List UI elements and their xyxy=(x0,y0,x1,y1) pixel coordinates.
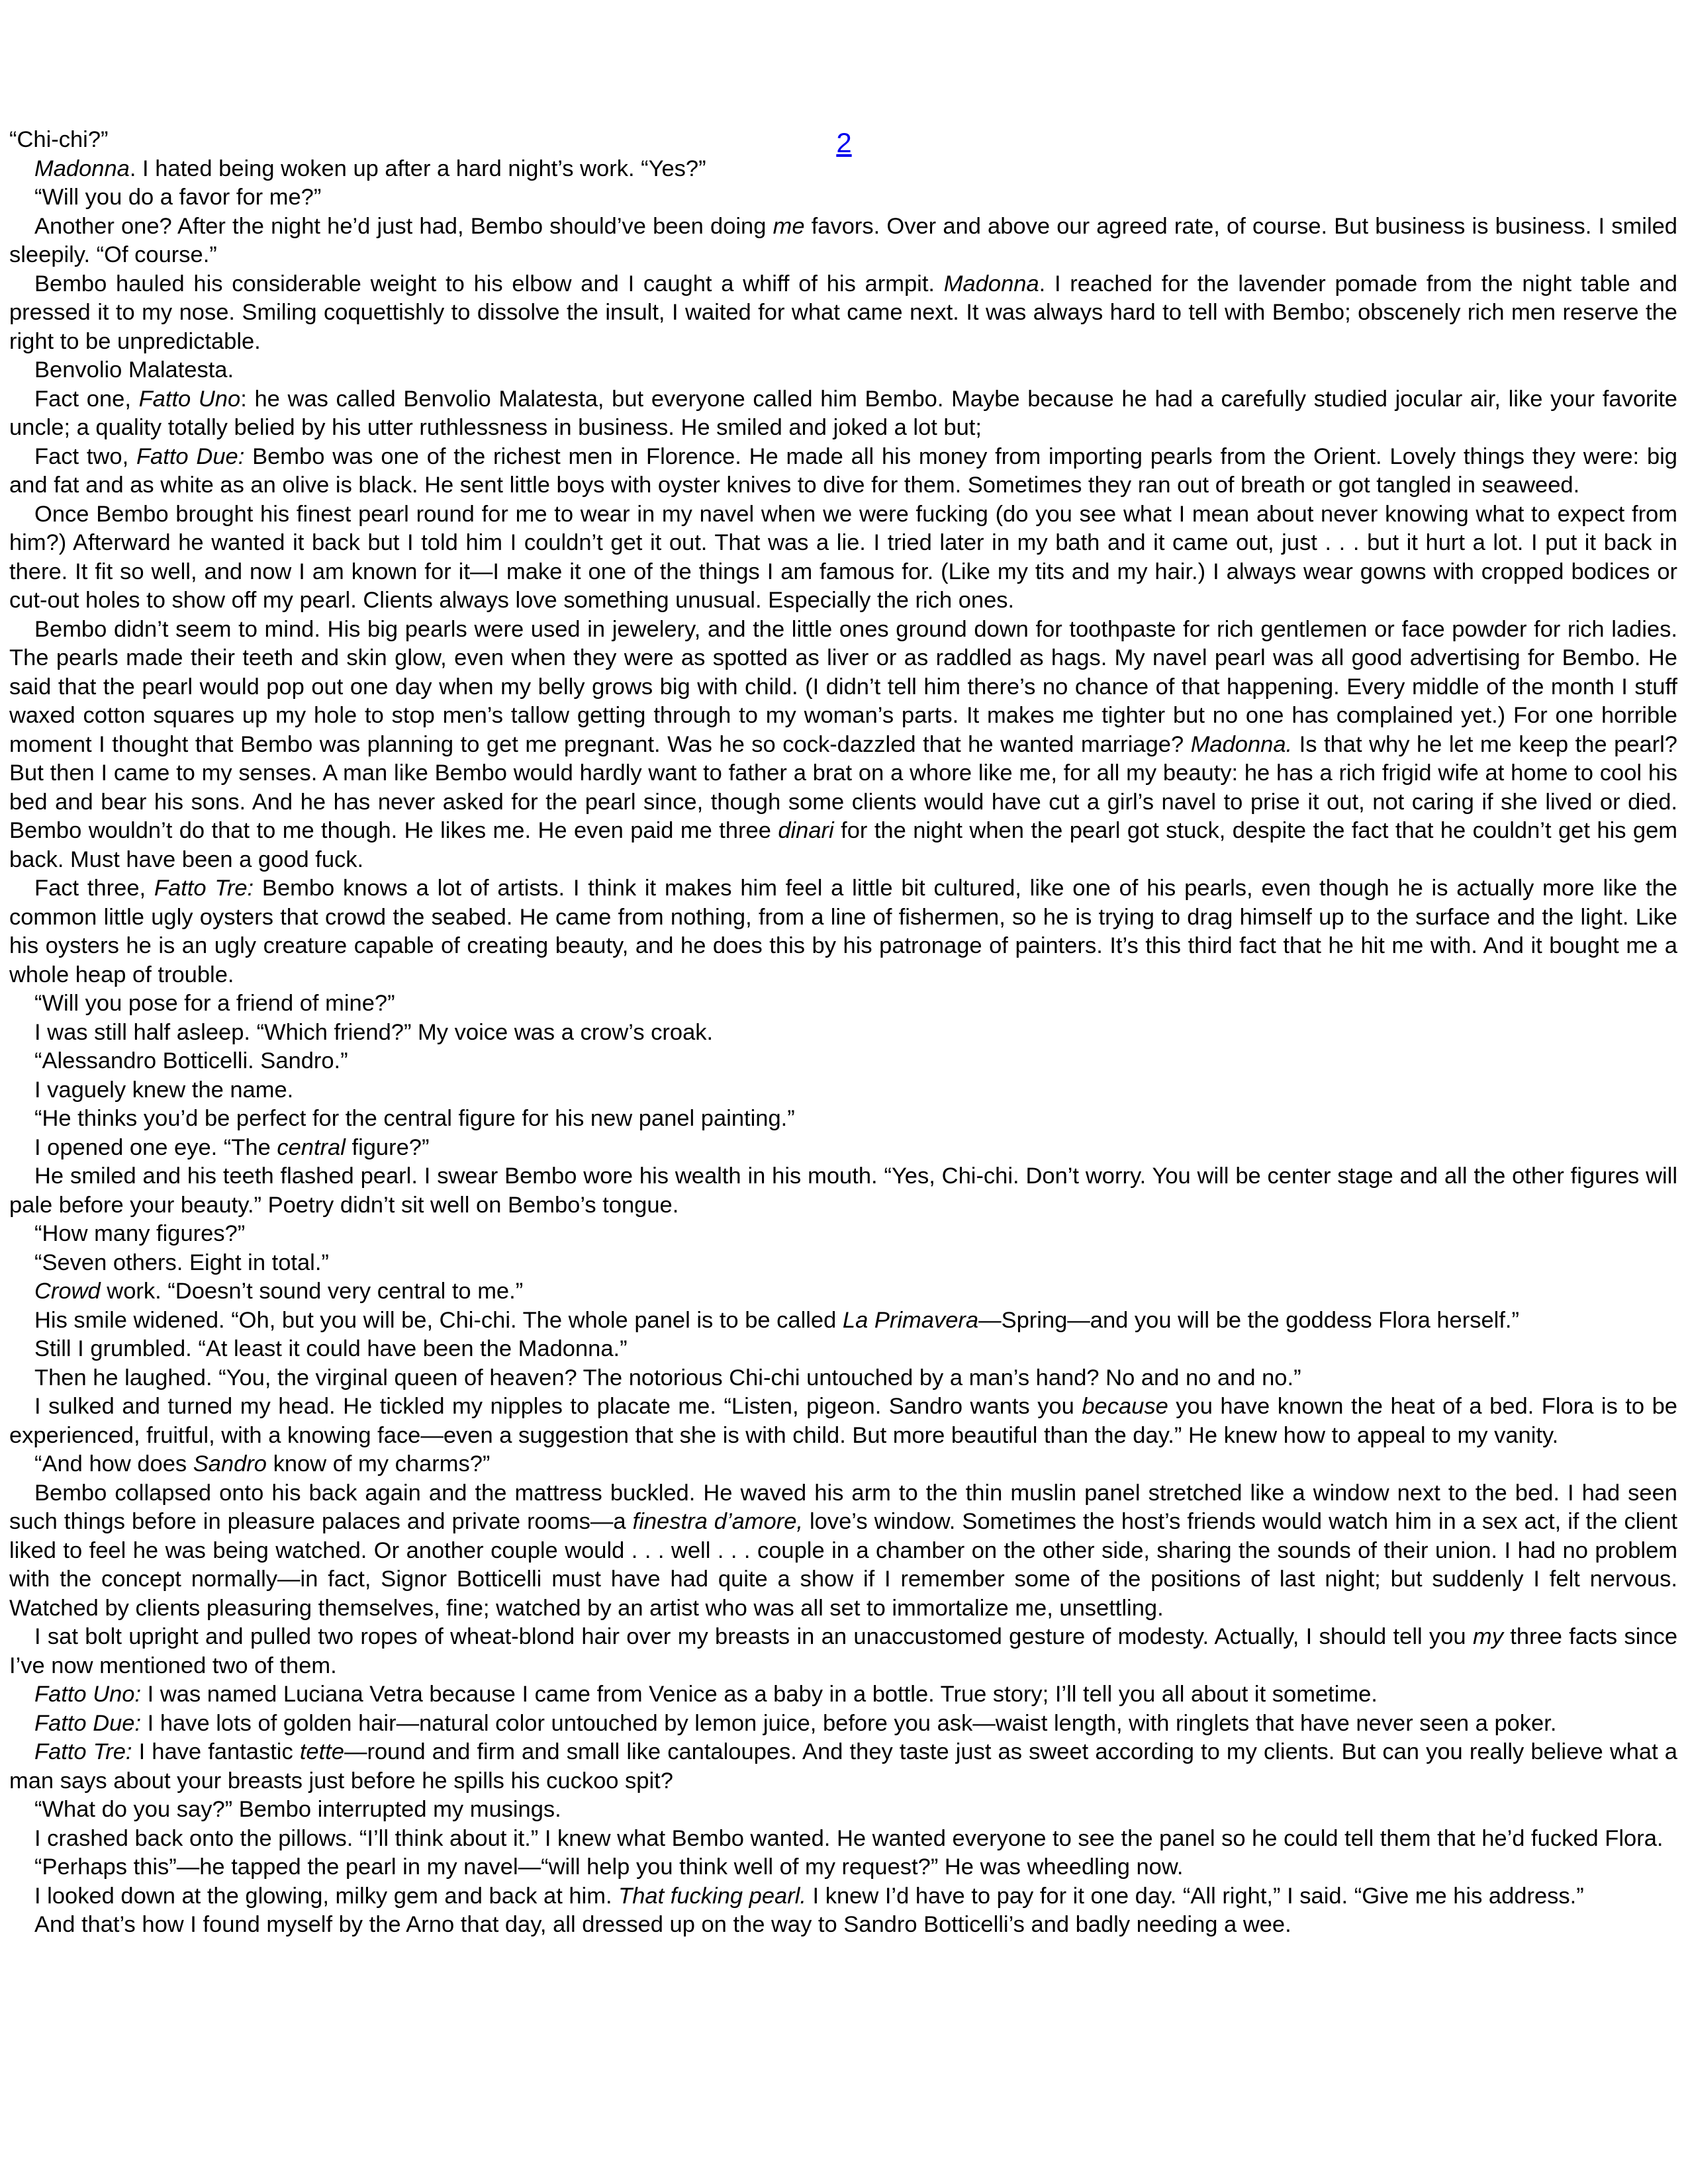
italic-text: Madonna xyxy=(943,271,1039,296)
paragraph xyxy=(9,1162,1677,1220)
paragraph xyxy=(9,1220,1677,1249)
text-run: I have lots of golden hair—natural color untouched by lemon juice, before you ask—waist length, with ringlets that have never seen a poker. xyxy=(141,1710,1557,1736)
text-run: Benvolio Malatesta. xyxy=(34,357,234,383)
italic-text: dinari xyxy=(778,818,834,843)
italic-text: Fatto Tre: xyxy=(34,1739,132,1764)
text-run: His smile widened. “Oh, but you will be, Chi-chi. The whole panel is to be called xyxy=(34,1307,843,1333)
text-run: Fact three, xyxy=(34,876,154,901)
italic-text: Fatto Tre: xyxy=(154,876,254,901)
text-run: : he was called Benvolio Malatesta, but everyone called him Bembo. Maybe because he had a carefully studied jocular air, like your favorite uncle; a quality totally belied by his utter ruthlessness in business. He smiled and joked a lot but; xyxy=(9,386,1677,440)
paragraph xyxy=(9,155,1677,184)
text-run: “And how does xyxy=(34,1451,193,1477)
text-run: I looked down at the glowing, milky gem and back at him. xyxy=(34,1883,619,1909)
paragraph xyxy=(9,1796,1677,1825)
text-run: Fact two, xyxy=(34,443,136,469)
page-number-link[interactable]: 2 xyxy=(836,127,852,158)
paragraph xyxy=(9,443,1677,500)
text-run: love’s window. Sometimes the host’s friends would watch him in a sex act, if the client liked to feel he was being watched. Or another couple would . . . well . . . couple in a chamber on the other side, sharing the sounds of their union. I had no problem with the concept normally—in fact, Signor Botticelli must have had quite a show if I remember some of the positions of last night; but suddenly I felt nervous. Watched by clients pleasuring themselves, fine; watched by an artist who was all set to immortalize me, unsettling. xyxy=(9,1509,1677,1621)
text-run: I opened one eye. “The xyxy=(34,1134,277,1160)
paragraph xyxy=(9,1306,1677,1336)
paragraph xyxy=(9,1364,1677,1393)
italic-text: La Primavera xyxy=(842,1307,979,1333)
paragraph xyxy=(9,1105,1677,1134)
text-run: Bembo was one of the richest men in Florence. He made all his money from importing pearls from the Orient. Lovely things they were: big and fat and as white as an olive is black. He sent little boys with oyster knives to dive for them. Sometimes they ran out of breath or got tangled in seaweed. xyxy=(9,443,1677,498)
paragraph xyxy=(9,615,1677,875)
text-run: I crashed back onto the pillows. “I’ll think about it.” I knew what Bembo wanted. He wanted everyone to see the panel so he could tell them that he’d fucked Flora. xyxy=(34,1825,1664,1851)
text-run: “Seven others. Eight in total.” xyxy=(34,1250,329,1275)
italic-text: Fatto Due: xyxy=(34,1710,142,1736)
paragraph xyxy=(9,1623,1677,1680)
paragraph xyxy=(9,126,1677,155)
paragraph xyxy=(9,1392,1677,1450)
text-run: Bembo collapsed onto his back again and the mattress buckled. He waved his arm to the thin muslin panel stretched like a window next to the bed. I had seen such things before in pleasure palaces and private rooms—a xyxy=(9,1480,1677,1534)
text-run: Is that why he let me keep the pearl? But then I came to my senses. A man like Bembo would hardly want to father a brat on a whore like me, for all my beauty: he has a rich frigid wife at home to cool his bed and bear his sons. And he has never asked for the pearl since, though some clients would have cut a girl’s navel to prise it out, not caring if she lived or died. Bembo wouldn’t do that to me though. He likes me. He even paid me three xyxy=(9,731,1677,843)
text-run: work. “Doesn’t sound very central to me.” xyxy=(100,1279,524,1304)
italic-text: Fatto Uno: xyxy=(34,1682,142,1707)
paragraph xyxy=(9,1335,1677,1364)
text-run: Bembo didn’t seem to mind. His big pearls were used in jewelery, and the little ones ground down for toothpaste for rich gentlemen or face powder for rich ladies. The pearls made their teeth and skin glow, even when they were as spotted as liver or as raddled as hags. My navel pearl was all good advertising for Bembo. He said that the pearl would pop out one day when my belly grows big with child. (I didn’t tell him there’s no chance of that happening. Every middle of the month I stuff waxed cotton squares up my hole to stop men’s tallow getting through to my woman’s parts. It makes me tighter but no one has complained yet.) For one horrible moment I thought that Bembo was planning to get me pregnant. Was he so cock-dazzled that he wanted marriage? xyxy=(9,616,1677,757)
text-run: Another one? After the night he’d just had, Bembo should’ve been doing xyxy=(34,213,773,239)
italic-text: That fucking pearl. xyxy=(618,1883,806,1909)
paragraph xyxy=(9,1249,1677,1278)
paragraph xyxy=(9,1825,1677,1854)
italic-text: tette xyxy=(299,1739,344,1764)
italic-text: because xyxy=(1082,1394,1168,1419)
paragraph xyxy=(9,356,1677,385)
paragraph xyxy=(9,1047,1677,1076)
paragraph xyxy=(9,500,1677,615)
text-run: Fact one, xyxy=(34,386,139,412)
text-run: I was still half asleep. “Which friend?” My voice was a crow’s croak. xyxy=(34,1019,714,1045)
text-run: figure?” xyxy=(345,1134,430,1160)
paragraph xyxy=(9,1450,1677,1479)
italic-text: my xyxy=(1472,1624,1503,1649)
text-run: Still I grumbled. “At least it could have been the Madonna.” xyxy=(34,1336,628,1361)
text-run: And that’s how I found myself by the Arno that day, all dressed up on the way to Sandro Botticelli’s and badly needing a wee. xyxy=(34,1912,1291,1937)
paragraph xyxy=(9,1479,1677,1623)
text-run: you have known the heat of a bed. Flora is to be experienced, fruitful, with a knowing face—even a suggestion that she is with child. But more beautiful than the day.” He knew how to appeal to my vanity. xyxy=(9,1394,1677,1448)
text-run: —round and firm and small like cantaloupes. And they taste just as sweet according to my clients. But can you really believe what a man says about your breasts just before he spills his cuckoo spit? xyxy=(9,1739,1677,1794)
text-run: “Will you pose for a friend of mine?” xyxy=(34,991,395,1016)
text-run: know of my charms?” xyxy=(266,1451,491,1477)
italic-text: central xyxy=(277,1134,346,1160)
paragraph xyxy=(9,1076,1677,1105)
text-run: “Perhaps this”—he tapped the pearl in my navel—“will help you think well of my request?” He was wheedling now. xyxy=(34,1854,1184,1880)
paragraph xyxy=(9,1882,1677,1911)
text-run: I sat bolt upright and pulled two ropes of wheat-blond hair over my breasts in an unaccustomed gesture of modesty. Actually, I should tell you xyxy=(34,1624,1473,1649)
text-run: “Alessandro Botticelli. Sandro.” xyxy=(34,1048,348,1073)
text-run: I sulked and turned my head. He tickled my nipples to placate me. “Listen, pigeon. Sandro wants you xyxy=(34,1394,1082,1419)
text-run: He smiled and his teeth flashed pearl. I swear Bembo wore his wealth in his mouth. “Yes, Chi-chi. Don’t worry. You will be center stage and all the other figures will pale before your beauty.” Poetry didn’t sit well on Bembo’s tongue. xyxy=(9,1163,1677,1218)
document-body xyxy=(9,126,1677,1940)
paragraph xyxy=(9,1709,1677,1739)
text-run: I vaguely knew the name. xyxy=(34,1077,294,1103)
italic-text: me xyxy=(773,213,805,239)
text-run: Once Bembo brought his finest pearl round for me to wear in my navel when we were fucking (do you see what I mean about never knowing what to expect from him?) Afterward he wanted it back but I told him I couldn’t get it out. That was a lie. I tried later in my bath and it came out, just . . . but it hurt a lot. I put it back in there. It fit so well, and now I am known for it—I make it one of the things I am famous for. (Like my tits and my hair.) I always wear gowns with cropped bodices or cut-out holes to show off my pearl. Clients always love something unusual. Especially the rich ones. xyxy=(9,501,1677,613)
italic-text: Sandro xyxy=(193,1451,267,1477)
text-run: Then he laughed. “You, the virginal queen of heaven? The notorious Chi-chi untouched by a man’s hand? No and no and no.” xyxy=(34,1365,1301,1390)
text-run: “He thinks you’d be perfect for the central figure for his new panel painting.” xyxy=(34,1106,795,1131)
paragraph xyxy=(9,212,1677,270)
text-run: Bembo knows a lot of artists. I think it makes him feel a little bit cultured, like one of his pearls, even though he is actually more like the common little ugly oysters that crowd the seabed. He came from nothing, from a line of fishermen, so he is trying to drag himself up to the surface and the light. Like his oysters he is an ugly creature capable of creating beauty, and he does this by his patronage of painters. It’s this third fact that he hit me with. And it bought me a whole heap of trouble. xyxy=(9,876,1677,987)
text-run: Bembo hauled his considerable weight to his elbow and I caught a whiff of his armpit. xyxy=(34,271,944,296)
text-run: three facts since I’ve now mentioned two of them. xyxy=(9,1624,1678,1678)
paragraph xyxy=(9,1738,1677,1796)
text-run: for the night when the pearl got stuck, despite the fact that he couldn’t get his gem back. Must have been a good fuck. xyxy=(9,818,1677,872)
text-run: “What do you say?” Bembo interrupted my musings. xyxy=(34,1797,561,1822)
italic-text: Madonna. xyxy=(1190,731,1293,757)
italic-text: Crowd xyxy=(34,1279,101,1304)
italic-text: finestra d’amore, xyxy=(632,1509,803,1534)
text-run: . I reached for the lavender pomade from the night table and pressed it to my nose. Smiling coquettishly to dissolve the insult, I waited for what came next. It was always hard to tell with Bembo; obscenely rich men reserve the right to be unpredictable. xyxy=(9,271,1677,354)
italic-text: Madonna xyxy=(34,156,130,181)
text-run: “Chi-chi?” xyxy=(9,127,109,152)
paragraph xyxy=(9,270,1677,357)
text-run: I have fantastic xyxy=(132,1739,300,1764)
paragraph xyxy=(9,874,1677,989)
paragraph xyxy=(9,385,1677,443)
paragraph xyxy=(9,1019,1677,1048)
paragraph xyxy=(9,1277,1677,1306)
text-run: I knew I’d have to pay for it one day. “All right,” I said. “Give me his address.” xyxy=(806,1883,1584,1909)
text-run: “Will you do a favor for me?” xyxy=(34,185,322,210)
paragraph xyxy=(9,1911,1677,1940)
paragraph xyxy=(9,183,1677,212)
italic-text: Fatto Uno xyxy=(138,386,241,412)
italic-text: Fatto Due: xyxy=(136,443,245,469)
text-run: —Spring—and you will be the goddess Flora herself.” xyxy=(978,1307,1519,1333)
text-run: I was named Luciana Vetra because I came from Venice as a baby in a bottle. True story; I’ll tell you all about it sometime. xyxy=(141,1682,1378,1707)
text-run: . I hated being woken up after a hard night’s work. “Yes?” xyxy=(129,156,706,181)
text-run: “How many figures?” xyxy=(34,1221,246,1246)
text-run: favors. Over and above our agreed rate, of course. But business is business. I smiled sleepily. “Of course.” xyxy=(9,213,1677,267)
paragraph xyxy=(9,989,1677,1019)
paragraph xyxy=(9,1853,1677,1882)
paragraph xyxy=(9,1134,1677,1163)
paragraph xyxy=(9,1680,1677,1709)
